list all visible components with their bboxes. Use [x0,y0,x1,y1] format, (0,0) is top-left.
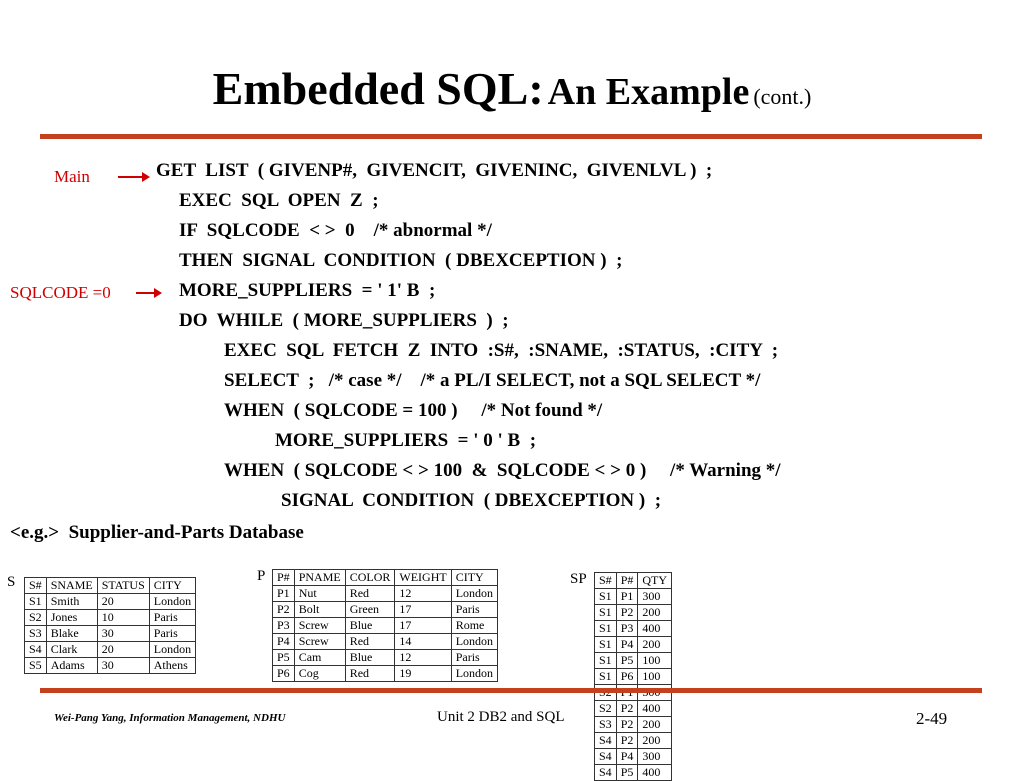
column-header: WEIGHT [395,570,451,586]
table-cell: Adams [46,658,97,674]
column-header: CITY [149,578,195,594]
table-s-label: S [7,574,16,590]
table-cell: S3 [595,717,617,733]
table-cell: Paris [451,602,497,618]
table-row [595,749,672,765]
footer-divider [40,688,982,693]
table-cell: S4 [25,642,47,658]
table-cell: P1 [273,586,295,602]
table-cell: Paris [149,610,195,626]
table-row [595,701,672,717]
table-cell: P1 [616,589,638,605]
code-line: MORE_SUPPLIERS = ' 0 ' B ; [275,430,537,451]
table-cell: 12 [395,650,451,666]
table-cell: 19 [395,666,451,682]
column-header: P# [616,573,638,589]
example-heading [10,522,304,544]
table-cell: S1 [595,621,617,637]
table-row [595,605,672,621]
table-cell: Nut [294,586,345,602]
table-row [273,634,498,650]
table-row [595,637,672,653]
example-prefix: <e.g.> [10,522,60,543]
table-cell: Red [345,666,395,682]
table-cell: S2 [25,610,47,626]
table-cell: Paris [149,626,195,642]
table-cell: 300 [638,749,672,765]
table-cell: P6 [616,669,638,685]
footer-author: Wei-Pang Yang, Information Management, NDHU [54,712,286,724]
table-row [595,733,672,749]
code-line: WHEN ( SQLCODE < > 100 & SQLCODE < > 0 ) /* Warning */ [224,460,781,481]
table-cell: 400 [638,621,672,637]
table-cell: S5 [25,658,47,674]
column-header: SNAME [46,578,97,594]
column-header: COLOR [345,570,395,586]
table-row [595,717,672,733]
table-cell: P2 [616,605,638,621]
table-row [595,653,672,669]
table-cell: S1 [595,653,617,669]
table-cell: Red [345,586,395,602]
table-cell: 200 [638,717,672,733]
table-cell: 20 [97,594,149,610]
shipments-table [594,572,672,781]
column-header: S# [25,578,47,594]
code-line: SIGNAL CONDITION ( DBEXCEPTION ) ; [281,490,662,511]
table-cell: S3 [25,626,47,642]
table-cell: London [451,586,497,602]
example-label: Supplier-and-Parts Database [68,522,304,543]
table-cell: 17 [395,618,451,634]
table-cell: Screw [294,634,345,650]
table-row [25,594,196,610]
table-cell: 10 [97,610,149,626]
code-line: EXEC SQL OPEN Z ; [179,190,379,211]
table-cell: S4 [595,749,617,765]
table-cell: London [451,666,497,682]
code-line: THEN SIGNAL CONDITION ( DBEXCEPTION ) ; [179,250,623,271]
table-cell: S1 [595,589,617,605]
side-label-sqlcode: SQLCODE =0 [10,283,111,302]
table-cell: 30 [97,658,149,674]
code-line: SELECT ; /* case */ /* a PL/I SELECT, not a SQL SELECT */ [224,370,761,391]
table-cell: P4 [273,634,295,650]
table-cell: Green [345,602,395,618]
table-cell: 12 [395,586,451,602]
table-cell: London [451,634,497,650]
column-header: S# [595,573,617,589]
title-divider [40,134,982,139]
table-row [273,618,498,634]
table-cell: S1 [595,605,617,621]
column-header: STATUS [97,578,149,594]
table-cell: Blake [46,626,97,642]
table-cell: 200 [638,605,672,621]
table-header-row [273,570,498,586]
footer-unit: Unit 2 DB2 and SQL [437,709,565,725]
table-cell: 200 [638,637,672,653]
table-cell: P2 [616,733,638,749]
table-cell: Jones [46,610,97,626]
table-cell: Red [345,634,395,650]
table-cell: 14 [395,634,451,650]
slide-title [0,62,1024,115]
side-label-main: Main [54,167,90,186]
table-cell: 100 [638,653,672,669]
arrow-right-icon [136,292,160,294]
column-header: CITY [451,570,497,586]
code-line: EXEC SQL FETCH Z INTO :S#, :SNAME, :STATUS, :CITY ; [224,340,779,361]
column-header: QTY [638,573,672,589]
table-row [25,626,196,642]
table-cell: 400 [638,701,672,717]
table-cell: S4 [595,765,617,781]
table-cell: 300 [638,589,672,605]
table-cell: P5 [616,653,638,669]
code-line: WHEN ( SQLCODE = 100 ) /* Not found */ [224,400,603,421]
table-cell: Clark [46,642,97,658]
table-cell: P2 [273,602,295,618]
page-number: 2-49 [916,709,948,728]
table-row [25,658,196,674]
column-header: PNAME [294,570,345,586]
title-note: (cont.) [753,84,812,109]
table-header-row [595,573,672,589]
code-line: MORE_SUPPLIERS = ' 1' B ; [179,280,436,301]
table-cell: Cam [294,650,345,666]
table-header-row [25,578,196,594]
table-cell: P3 [273,618,295,634]
table-cell: 30 [97,626,149,642]
column-header: P# [273,570,295,586]
supplier-table [24,577,196,674]
table-cell: 17 [395,602,451,618]
table-row [273,650,498,666]
table-cell: London [149,642,195,658]
title-main: Embedded SQL: [212,63,544,114]
parts-table [272,569,498,682]
table-cell: 200 [638,733,672,749]
table-cell: P6 [273,666,295,682]
table-row [595,669,672,685]
table-cell: P2 [616,701,638,717]
table-cell: S1 [25,594,47,610]
table-row [25,642,196,658]
table-cell: London [149,594,195,610]
table-row [273,586,498,602]
table-cell: Athens [149,658,195,674]
code-line: IF SQLCODE < > 0 /* abnormal */ [179,220,492,241]
code-line: DO WHILE ( MORE_SUPPLIERS ) ; [179,310,509,331]
table-cell: S1 [595,669,617,685]
table-cell: Screw [294,618,345,634]
title-sub: An Example [547,71,750,113]
table-sp-label: SP [570,571,587,587]
table-cell: Rome [451,618,497,634]
table-cell: P3 [616,621,638,637]
table-row [273,666,498,682]
table-cell: S1 [595,637,617,653]
table-cell: P5 [616,765,638,781]
table-cell: Bolt [294,602,345,618]
table-row [25,610,196,626]
table-cell: Smith [46,594,97,610]
table-cell: Blue [345,618,395,634]
table-row [273,602,498,618]
table-cell: S4 [595,733,617,749]
table-cell: Blue [345,650,395,666]
table-cell: S2 [595,701,617,717]
code-line: GET LIST ( GIVENP#, GIVENCIT, GIVENINC, GIVENLVL ) ; [156,160,713,181]
table-cell: 400 [638,765,672,781]
table-p-label: P [257,568,266,584]
table-row [595,765,672,781]
table-cell: Cog [294,666,345,682]
table-cell: P2 [616,717,638,733]
table-cell: 100 [638,669,672,685]
table-cell: Paris [451,650,497,666]
table-cell: P4 [616,637,638,653]
table-row [595,589,672,605]
table-cell: P5 [273,650,295,666]
table-cell: 20 [97,642,149,658]
table-row [595,621,672,637]
arrow-right-icon [118,176,148,178]
table-cell: P4 [616,749,638,765]
